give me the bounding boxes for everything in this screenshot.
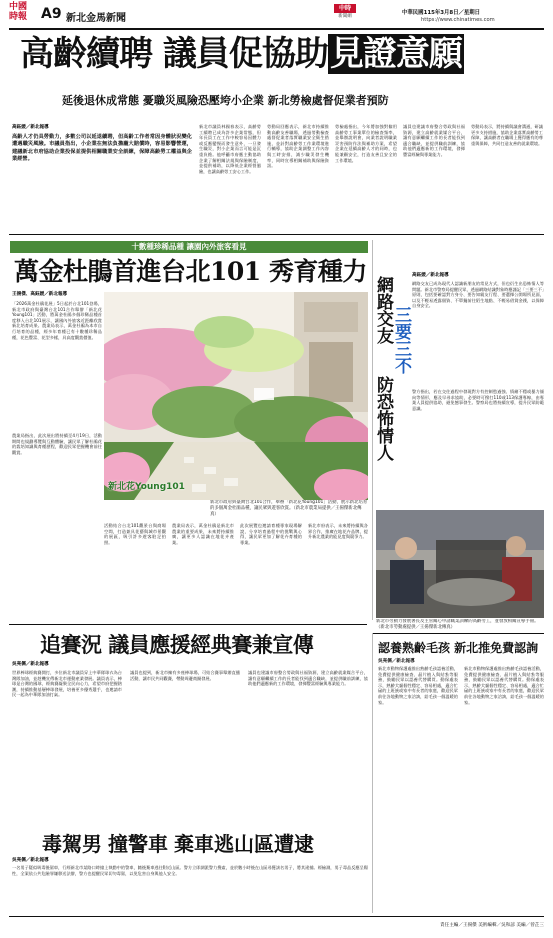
site-url: https://www.chinatimes.com: [421, 17, 495, 23]
crash-headline-c: 棄車逃山區遭逮: [174, 832, 314, 856]
lead-divider: [9, 234, 544, 235]
feature-mid-column-4: 新北市府表示，未來將持續與各界合作，推廣在地花卉品牌，提升新北農業的能見度與競爭力。: [308, 523, 368, 540]
dog-body-2: 新北市動物保護處推出熟齡毛孩認養活動，免費提供健康檢查、晶片植入與結紮等服務，鼓勵民眾以認養代替購買。動保處表示，熟齡犬貓個性穩定、容易相處，適合忙碌的上班族或家中有長者的家庭，歡迎民眾前往各地動物之家洽詢，給毛孩一個溫暖的家。: [464, 666, 544, 705]
feature-body: 「2026萬金杜鵑花展」5日起於台北101登場，新北市政府與臺灣台北101合作舉辦「新北花Young101」活動，將萬金杜鵑多個珍稀品種首度移入台北101展示，讓國內外旅客近距離欣賞新北培育成果。農業局表示，萬金杜鵑為本市自行培育的品種，經多年育種已有十數種珍稀品種，花色豐富、花型多樣，具高度觀賞價值。: [12, 301, 102, 340]
dog-byline: 吳亮儒／新北報導: [378, 659, 415, 664]
feature-mid-column-3: 此次展覽也邀請育種專家現場解說，分享培育過程中的挑戰與心得，讓民眾更加了解花卉育種的專業。: [240, 523, 302, 545]
feature-byline: 王揚傑、高鈺媛／新北報導: [12, 292, 68, 297]
crash-headline-a: 毒駕男: [42, 832, 102, 856]
chase-body-2: 議員也提到，新北市擁有多座棒球場，可結合賽事舉辦直播活動，讓市民共同觀賽，帶動周邊商圈發展。: [130, 670, 240, 681]
side-text: [412, 273, 544, 499]
chase-byline: 吳亮儒／新北報導: [12, 662, 49, 667]
feature-headline: 萬金杜鵑首進台北101 秀育種力: [14, 257, 367, 286]
chase-headline: 追賽況 議員應援經典賽兼宣傳: [40, 632, 314, 657]
side-headline-b: 三要三不: [391, 306, 411, 374]
side-headline-c: 防恐怖情人: [373, 376, 393, 461]
lead-column-1: 新北市議員林國春表示，高齡勞工續聘已成為許多企業常態，但年長員工在工作中較容易因體力或反應變慢而發生意外，一旦發生職災，對小企業而言可能是沉重負擔。他呼籲市府應主動協助企業了解相關法規與保險制度，並提供補助，以降低企業經營風險，也讓高齡勞工安心工作。: [199, 124, 261, 174]
lead-byline: 高鈺媛／新北報導: [12, 125, 49, 130]
lead-column-3: 勞檢處指出，今年將加強對僱用高齡勞工事業單位的檢查頻率，並舉辦說明會，向業者說明職業災害預防作法與補助方案，希望企業在延續高齡人才的同時，也能兼顧安全，打造友善且安全的工作環境。: [335, 124, 397, 163]
feature-left-column: [12, 292, 102, 489]
side-vertical-headline: [374, 276, 410, 516]
logo: 中國 時報: [9, 2, 28, 22]
masthead-rule: [9, 28, 544, 30]
side-body-2: 警方指出，若在交往過程中發現對方有控制慾過強、情緒不穩或暴力傾向等情形，應及早尋求協助，必要時可撥打110或113保護專線，由專業人員提供協助，避免憾事發生。警察局也將持續宣導，提升民眾防範意識。: [412, 389, 544, 411]
side-photo-caption: 新北市勞動力發展署長及主管關心申請職業訓練的高齡勞工，並發放相關宣導手冊。（新北市勞動處提供／王揚傑新北傳真）: [376, 619, 539, 630]
crash-headline-b: 撞警車: [108, 832, 168, 856]
side-headline-a: 網路交友: [373, 276, 393, 344]
dog-body: 新北市動物保護處推出熟齡毛孩認養活動，免費提供健康檢查、晶片植入與結紮等服務，鼓勵民眾以認養代替購買。動保處表示，熟齡犬貓個性穩定、容易相處，適合忙碌的上班族或家中有長者的家庭，歡迎民眾前往各地動物之家洽詢，給毛孩一個溫暖的家。: [378, 666, 458, 705]
feature-photo-caption: 新北市政府與臺灣台北101合作，舉辦「新北花Young101」活動，展示新北培育的多個萬金杜鵑品種，讓民眾與遊客欣賞。（新北市農業局提供／王揚傑新北傳真）: [210, 500, 368, 517]
lead-summary: 高齡人才仍具勞動力，多數公司以延退續聘，但高齡工作者常因身體狀況變化遭遇職災風險。市議員指出，小企業在無法負擔龐大賠償時，容易影響營運，建議新北市府協助企業投保並提供相關職業安全訓練，保障高齡勞工權益與企業經營。: [12, 134, 192, 163]
lower-side-divider: [372, 633, 373, 913]
side-photo-image: [376, 510, 544, 618]
crash-body: 一名男子疑似吸毒後駕車，行經新北市某路口時撞上執勤中的警車，隨後棄車逃往附近山區。警方立即調派警力搜索，並於數小時後在山區尋獲該名男子，將其逮捕。經檢測，男子毒品反應呈陽性，全案依公共危險罪嫌移送法辦，警方也提醒民眾切勿毒駕，以免危害自身與他人安全。: [12, 865, 368, 876]
section-name: 新北金馬新聞: [66, 13, 126, 24]
mid-divider: [9, 624, 367, 625]
lead-headline-highlight: 見證意願: [329, 34, 462, 74]
feature-kicker-band: [10, 241, 368, 253]
feature-mid-column-2: 農業局表示，萬金杜鵑是新北市農業的重要成果，未來將持續推廣，讓更多人認識在地花卉產業。: [172, 523, 234, 545]
chase-body: 世界棒球經典賽開打，多位新北市議員穿上中華隊球衣為台灣隊加油，並趁機宣傳新北市運動產業發展。議員表示，棒球是台灣的國球，經典賽凝聚全民向心力，希望市府把握熱潮，持續推動基層棒球發展，培養更多優秀選手，也邀請市民一起為中華隊加油打氣。: [12, 670, 122, 698]
footer-rule: [9, 916, 544, 917]
feature-body-2: 農業局指出，此次展出將持續至4月19日，活動期間也規劃導覽與互動體驗，讓民眾了解杜鵑花的栽培知識與育種歷程，歡迎民眾把握機會前往觀賞。: [12, 433, 102, 455]
masthead: [0, 0, 553, 30]
lead-headline: [20, 34, 545, 74]
lead-column-2: 勞動局回應表示，新北市持續推動高齡友善職場，透過勞動檢查處督促業者落實職業安全衛生措施，並針對高齡勞工作業環境進行輔導，協助企業調整工作內容與工時安排，減少職災發生機率，同時宣導相關補助與保險資訊。: [267, 124, 329, 169]
lead-column-5: 勞動局表示，將持續與議會溝通，研議更多支持措施，協助企業落實高齡勞工保障，讓高齡者在職場上獲得應有的尊重與保障，共同打造友善的就業環境。: [471, 124, 543, 146]
chase-body-3: 議員也建議市府整合勞政與社福資源，建立高齡就業媒合平台，讓有意願繼續工作的長者能找到適合職缺，並提供職前訓練，協助他們適應新的工作環境，發揮豐富經驗與專業能力。: [248, 670, 368, 687]
side-byline: 高鈺媛／新北報導: [412, 273, 449, 278]
feature-photo: [104, 292, 368, 500]
lead-headline-main: 高齡續聘 議員促協助: [20, 34, 328, 74]
lead-subheadline: 延後退休成常態 憂職災風險恐壓垮小企業 新北勞檢處督促業者預防: [62, 94, 389, 107]
feature-mid-column-1: 活動結合台北101觀景台與商場空間，打造兼具花藝與城市景觀的展區，吸引許多遊客駐足拍照。: [104, 523, 166, 545]
crash-headline: [42, 832, 362, 856]
crash-byline: 吳亮儒／新北報導: [12, 858, 49, 863]
chinatimes-badge: 中時 新聞網: [334, 4, 356, 22]
lead-column-4: 議員也建議市府整合勞政與社福資源，建立高齡就業媒合平台，讓有意願繼續工作的長者能找到適合職缺，並提供職前訓練，協助他們適應新的工作環境，發揮豐富經驗與專業能力。: [403, 124, 465, 157]
side-photo: [376, 510, 544, 618]
footer-credits: 責任主編／王揚傑 美術編輯／吳和諺 美編／曾芷三: [440, 923, 544, 928]
side-body: 網路交友已成為現代人認識新朋友的常見方式，但也衍生出恐怖情人等問題。新北市警察局提醒民眾，透過網路結識對象時應謹記「三要三不」原則，包括要確認對方身分、要告知親友行程、要選擇公開場所見面，以及不輕易透露個資、不單獨前往陌生地點、不輕易借貸金錢，以保障自身安全。: [412, 281, 544, 309]
feature-photo-tag: 新北花Young101: [108, 482, 185, 492]
chase-columns: [12, 662, 370, 828]
feature-kicker: 十數種珍稀品種 讓園內外旅客看見: [131, 242, 247, 251]
crash-columns: [12, 858, 370, 916]
lead-summary-box: [12, 125, 192, 164]
feature-photo-image: [104, 292, 368, 500]
date-line: 中華民國115年3月8日／星期日: [402, 10, 481, 16]
mid-divider-right: [372, 633, 544, 634]
page-number: A9: [41, 6, 62, 22]
dog-headline: 認養熟齡毛孩 新北推免費認詢: [378, 641, 539, 655]
